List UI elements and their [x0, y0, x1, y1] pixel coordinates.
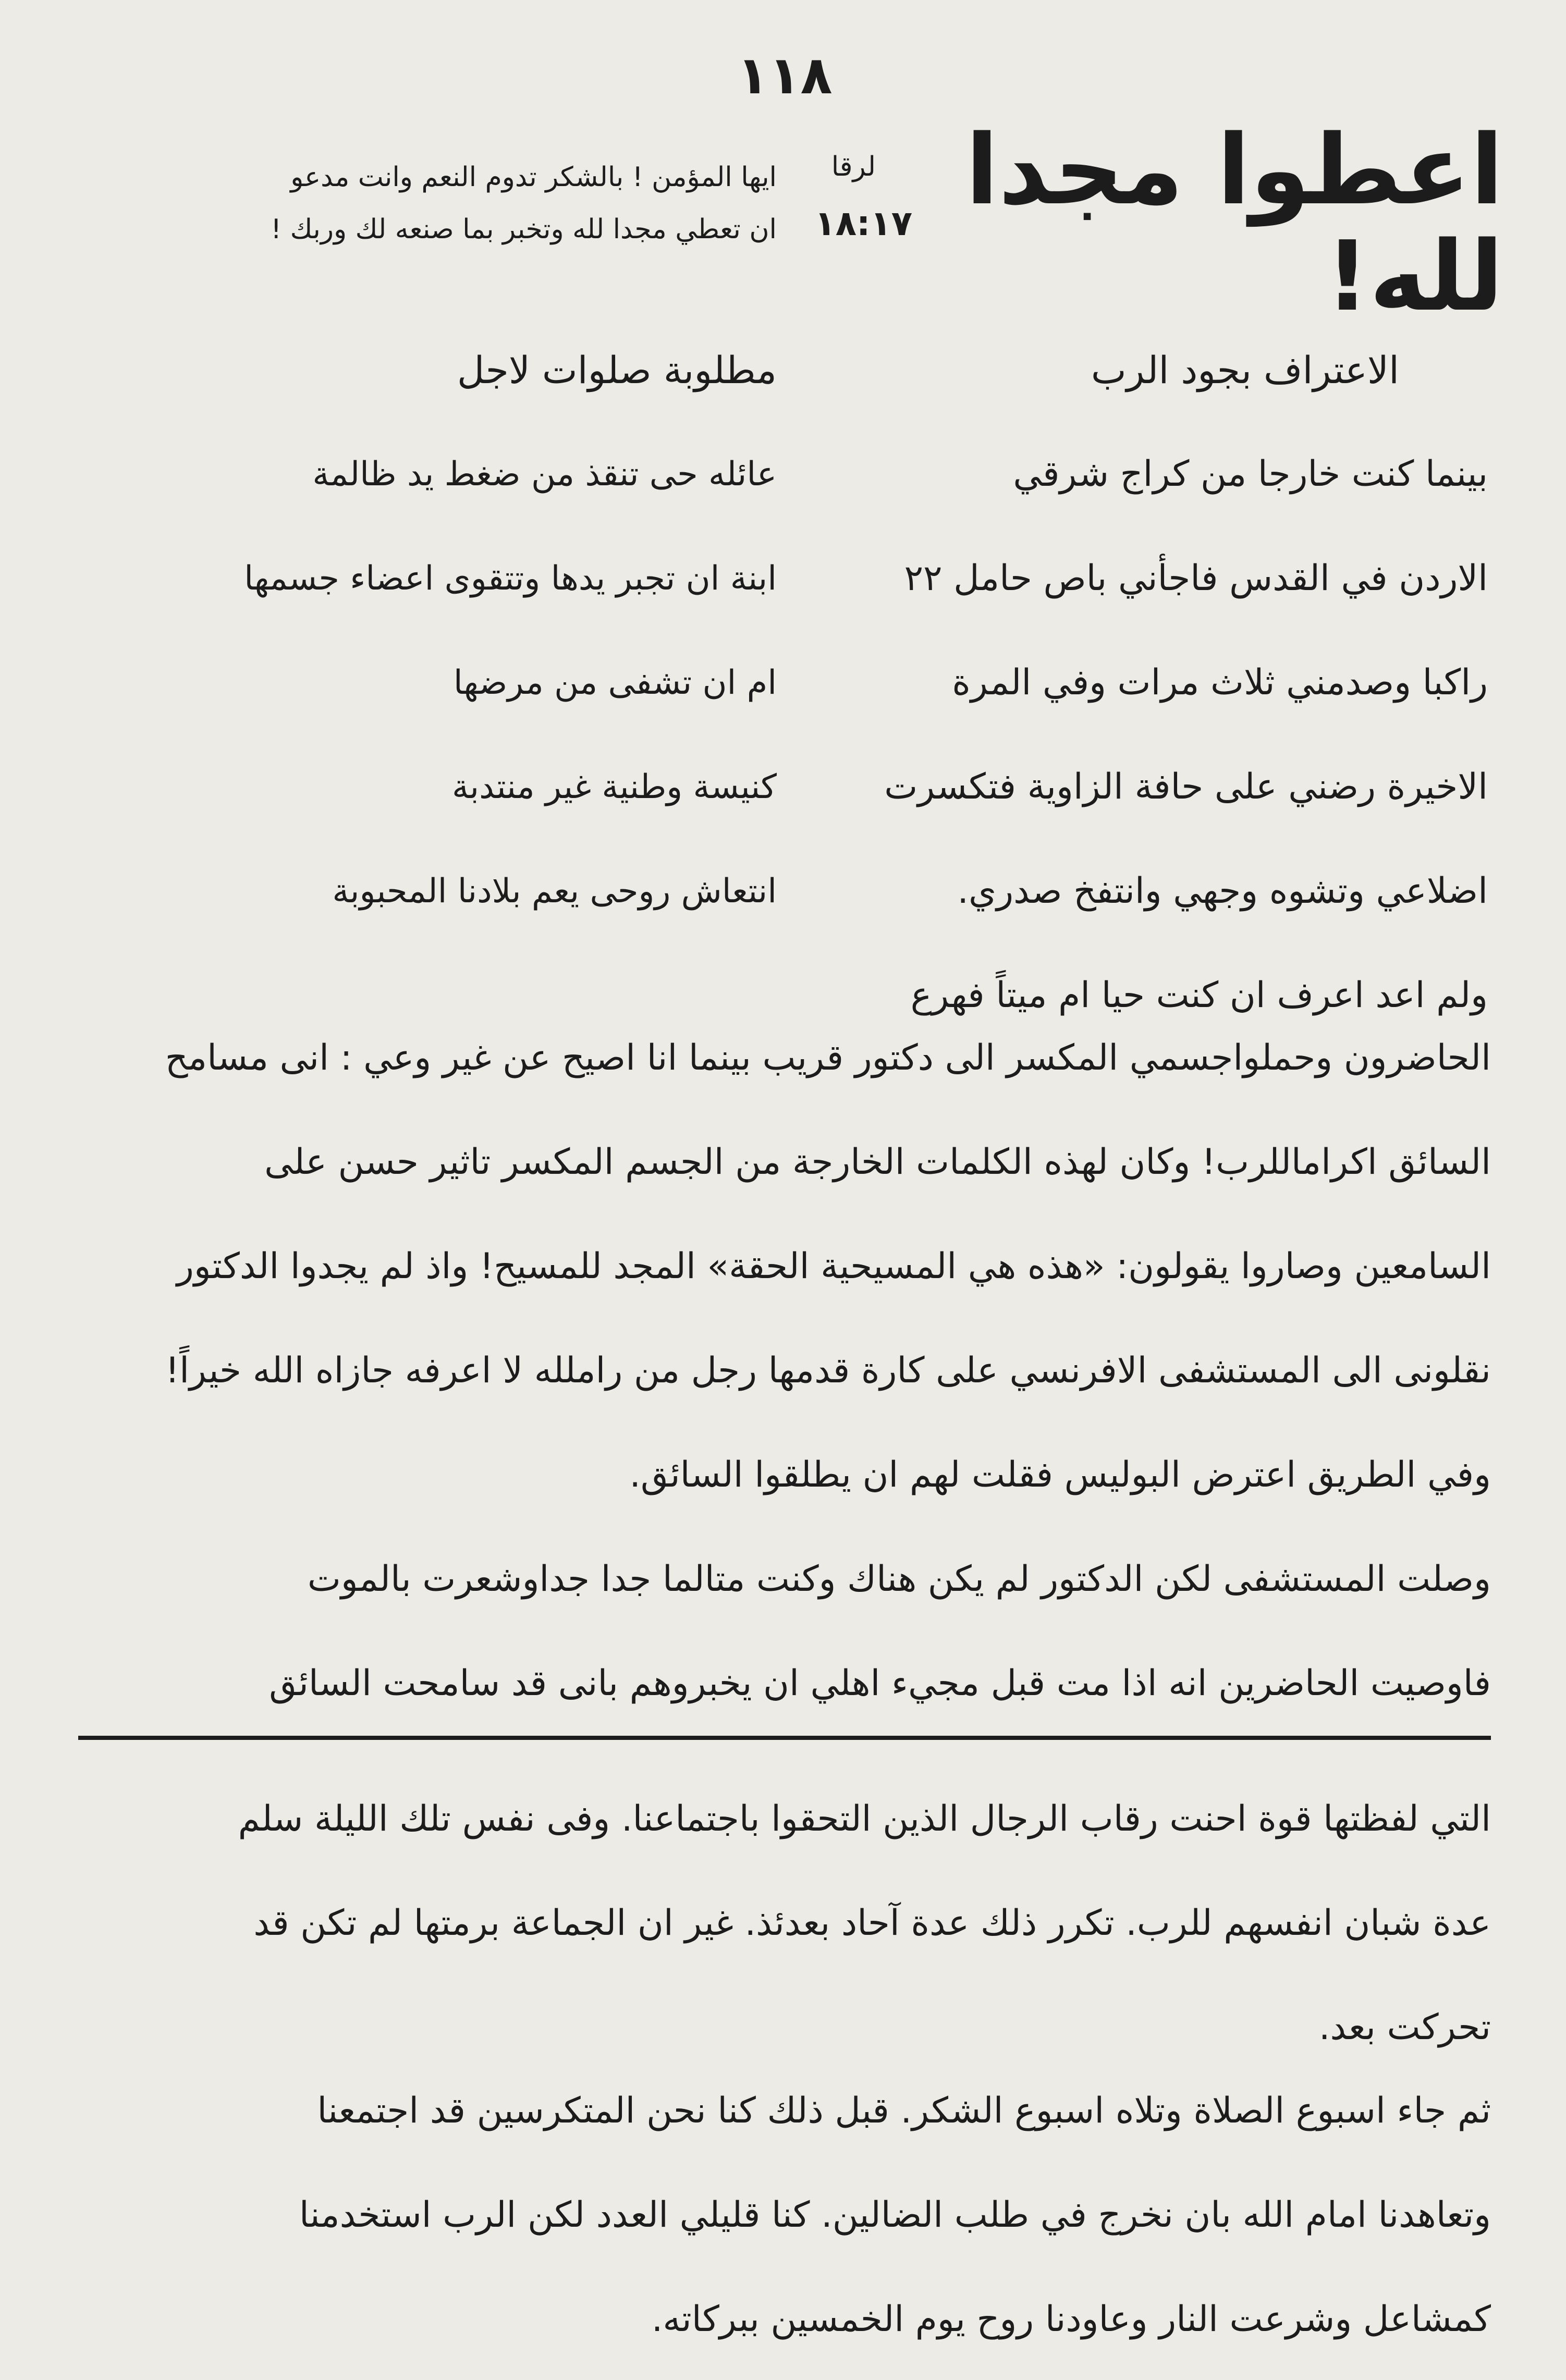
paragraph-line: فاوصيت الحاضرين انه اذا مت قبل مجيء اهلي ان يخبروهم بانى قد سامحت السائق	[269, 1663, 1491, 1704]
section-divider	[78, 1736, 1491, 1740]
reference-label: لرقا	[831, 151, 876, 182]
left-column	[104, 318, 777, 943]
prayer-request-line: كنيسة وطنية غير منتدبة	[451, 768, 777, 806]
prayer-request-line: انتعاش روحى يعم بلادنا المحبوبة	[332, 872, 777, 911]
paragraph-line: التي لفظتها قوة احنت رقاب الرجال الذين التحقوا باجتماعنا. وفى نفس تلك الليلة سلم	[238, 1798, 1491, 1839]
prayer-request-line: عائله حى تنقذ من ضغط يد ظالمة	[312, 455, 777, 494]
paragraph-line: كمشاعل وشرعت النار وعاودنا روح يوم الخمسين ببركاته.	[651, 2299, 1491, 2340]
paragraph-line: تحركت بعد.	[1318, 2007, 1491, 2048]
page-number: ١١٨	[737, 45, 833, 106]
bottom-paragraph-2	[78, 2059, 1491, 2372]
full-width-paragraph	[78, 1006, 1491, 1736]
paragraph-line: بينما كنت خارجا من كراج شرقي	[1013, 453, 1488, 495]
paragraph-line: الحاضرون وحملواجسمي المكسر الى دكتور قريب بينما انا اصيح عن غير وعي : انى مسامح	[165, 1037, 1491, 1078]
right-column	[815, 318, 1488, 1048]
reference-number: ١٨:١٧	[814, 203, 912, 243]
paragraph-line: اضلاعي وتشوه وجهي وانتفخ صدري.	[957, 870, 1488, 912]
paragraph-line: السامعين وصاروا يقولون: «هذه هي المسيحية الحقة» المجد للمسيح! واذ لم يجدوا الدكتور	[177, 1246, 1491, 1287]
paragraph-line: وصلت المستشفى لكن الدكتور لم يكن هناك وكنت متالما جدا جداوشعرت بالموت	[307, 1559, 1491, 1600]
paragraph-line: وتعاهدنا امام الله بان نخرج في طلب الضالين. كنا قليلي العدد لكن الرب استخدمنا	[299, 2194, 1491, 2236]
paragraph-line: الاخيرة رضني على حافة الزاوية فتكسرت	[884, 766, 1488, 807]
paragraph-line: ولم اعد اعرف ان كنت حيا ام ميتاً فهرع	[910, 975, 1488, 1016]
prayer-request-line: ابنة ان تجبر يدها وتتقوى اعضاء جسمها	[244, 559, 777, 598]
bottom-paragraph-1	[78, 1767, 1491, 2080]
paragraph-line: ثم جاء اسبوع الصلاة وتلاه اسبوع الشكر. قبل ذلك كنا نحن المتكرسين قد اجتمعنا	[317, 2090, 1491, 2131]
paragraph-line: وفي الطريق اعترض البوليس فقلت لهم ان يطلقوا السائق.	[629, 1454, 1491, 1495]
paragraph-line: السائق اكراماللرب! وكان لهذه الكلمات الخارجة من الجسم المكسر تاثير حسن على	[264, 1142, 1491, 1183]
right-column-heading: الاعتراف بجود الرب	[1091, 348, 1399, 392]
paragraph-line: راكبا وصدمني ثلاث مرات وفي المرة	[952, 662, 1488, 703]
verse-line: ايها المؤمن ! بالشكر تدوم النعم وانت مدعو	[290, 162, 777, 193]
paragraph-line: عدة شبان انفسهم للرب. تكرر ذلك عدة آحاد بعدئذ. غير ان الجماعة برمتها لم تكن قد	[253, 1903, 1491, 1944]
verse-line: ان تعطي مجدا لله وتخبر بما صنعه لك وربك !	[271, 214, 777, 245]
prayer-request-line: ام ان تشفى من مرضها	[453, 664, 777, 702]
left-column-heading: مطلوبة صلوات لاجل	[457, 348, 777, 392]
paragraph-line: الاردن في القدس فاجأني باص حامل ٢٢	[904, 558, 1488, 599]
page-title: اعطوا مجدا لله!	[965, 114, 1503, 333]
verse-block	[83, 151, 777, 255]
paragraph-line: نقلونى الى المستشفى الافرنسي على كارة قدمها رجل من راملله لا اعرفه جازاه الله خيراً!	[165, 1350, 1491, 1391]
